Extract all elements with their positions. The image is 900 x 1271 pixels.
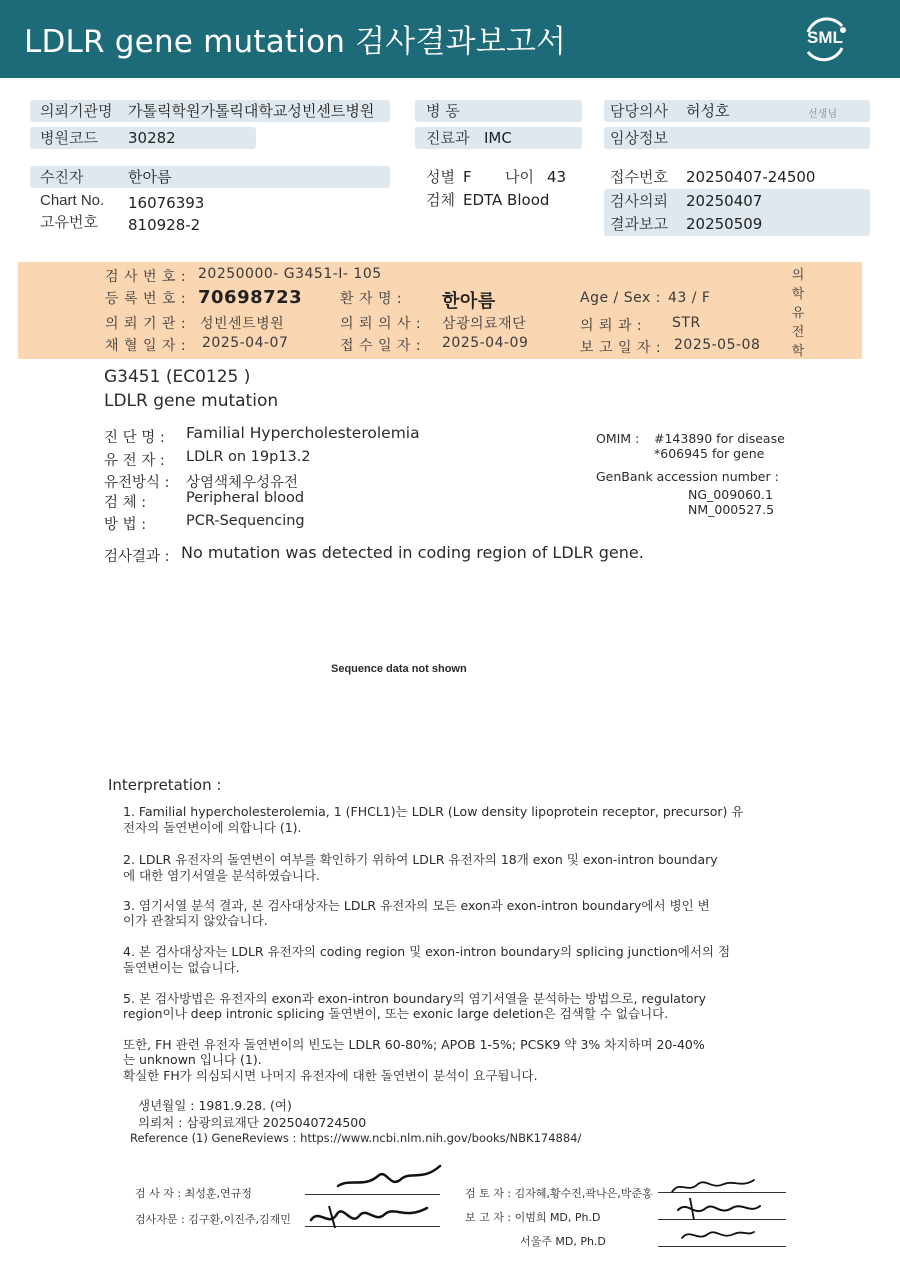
- scan-dept-label: 의 뢰 과 :: [580, 318, 643, 334]
- genbank-nm: NM_000527.5: [688, 502, 775, 517]
- specimen-value: EDTA Blood: [463, 191, 550, 209]
- genbank-label: GenBank accession number :: [596, 469, 779, 484]
- scan-dept-value: STR: [672, 315, 701, 331]
- interp-line-2: 전자의 돌연변이에 의합니다 (1).: [123, 820, 302, 835]
- department-value: IMC: [484, 129, 512, 147]
- chart-no-label: Chart No.: [40, 192, 105, 209]
- patient-label: 수진자: [40, 168, 84, 186]
- report-date-label: 결과보고: [610, 215, 668, 233]
- patient-band: [30, 166, 390, 188]
- gene-label: 유 전 자 :: [104, 453, 165, 469]
- physician-label: 담당의사: [610, 102, 668, 120]
- ward-label: 병 동: [426, 102, 460, 120]
- inheritance-label: 유전방식 :: [104, 475, 170, 491]
- scan-receive-value: 2025-04-09: [442, 335, 529, 351]
- patient-value: 한아름: [128, 168, 172, 186]
- scan-age-sex-value: 43 / F: [668, 290, 711, 306]
- specimen-label: 검체: [426, 191, 455, 209]
- reference-line: Reference (1) GeneReviews : https://www.ncbi.nlm.nih.gov/books/NBK174884/: [130, 1131, 582, 1145]
- scan-test-no-label: 검 사 번 호 :: [105, 269, 187, 285]
- receipt-no-label: 접수번호: [610, 168, 668, 186]
- hospital-code-value: 30282: [128, 129, 176, 147]
- omim-label: OMIM :: [596, 431, 640, 446]
- report-date-value: 20250509: [686, 215, 763, 233]
- unique-id-label: 고유번호: [40, 213, 98, 231]
- report-title: LDLR gene mutation 검사결과보고서: [24, 24, 567, 60]
- inheritance-value: 상염색체우성유전: [186, 475, 299, 491]
- result-value: No mutation was detected in coding region of LDLR gene.: [181, 543, 644, 562]
- tester-signature-icon: [330, 1158, 450, 1198]
- advisor-signature-icon: [305, 1198, 435, 1234]
- test-name: LDLR gene mutation: [104, 391, 279, 411]
- institution-value: 가톨릭학원가톨릭대학교성빈센트병원: [128, 102, 375, 120]
- interp-line-10: region이나 deep intronic splicing 돌연변이, 또는 exonic large deletion은 검색할 수 없습니다.: [123, 1006, 669, 1021]
- sml-logo-text: SML: [807, 28, 843, 47]
- advisor-line: 검사자문 : 김구환,이진주,김재민: [135, 1213, 291, 1226]
- tester-line: 검 사 자 : 최성훈,연규정: [135, 1187, 252, 1200]
- interp-line-6: 이가 관찰되지 않았습니다.: [123, 913, 268, 928]
- scan-patient-label: 환 자 명 :: [340, 291, 403, 307]
- scan-report-value: 2025-05-08: [674, 337, 761, 353]
- interp-line-13: 확실한 FH가 의심되시면 나머지 유전자에 대한 돌연변이 분석이 요구됩니다.: [123, 1068, 538, 1083]
- sex-label: 성별: [426, 168, 455, 186]
- physician-title: 선생님: [808, 109, 837, 120]
- reviewer-line: 검 토 자 : 김자혜,황수진,곽나은,박준홍: [465, 1187, 653, 1200]
- test-code: G3451 (EC0125 ): [104, 367, 251, 387]
- reporter-signature-icon: [672, 1196, 762, 1222]
- interpretation-heading: Interpretation :: [108, 776, 222, 794]
- scan-patient-value: 한아름: [442, 291, 496, 312]
- report-header-bar: [0, 0, 900, 78]
- scan-draw-value: 2025-04-07: [202, 335, 289, 351]
- dob-line: 생년월일 : 1981.9.28. (여): [138, 1098, 292, 1113]
- department-label: 진료과: [426, 129, 470, 147]
- hospital-code-label: 병원코드: [40, 129, 98, 147]
- scan-doctor-label: 의 뢰 의 사 :: [340, 316, 422, 332]
- unique-id-value: 810928-2: [128, 216, 201, 234]
- omim-gene: *606945 for gene: [654, 446, 765, 461]
- scan-vertical-dept: 의 학 유 전 학: [791, 268, 805, 359]
- scan-reg-no-value: 70698723: [198, 287, 303, 308]
- reporter-second-line: 서울주 MD, Ph.D: [520, 1235, 606, 1248]
- request-date-value: 20250407: [686, 192, 763, 210]
- result-label: 검사결과 :: [104, 549, 170, 565]
- method-label: 방 법 :: [104, 517, 147, 533]
- interp-line-8: 돌연변이는 없습니다.: [123, 960, 240, 975]
- age-label: 나이: [505, 168, 534, 186]
- scan-institution-value: 성빈센트병원: [200, 316, 285, 332]
- diagnosis-label: 진 단 명 :: [104, 430, 165, 446]
- sex-value: F: [463, 168, 472, 186]
- gene-value: LDLR on 19p13.2: [186, 449, 311, 465]
- sml-logo: [798, 12, 852, 66]
- diagnosis-value: Familial Hypercholesterolemia: [186, 424, 420, 442]
- interp-line-7: 4. 본 검사대상자는 LDLR 유전자의 coding region 및 exon-intron boundary의 splicing junction에서의 점: [123, 944, 731, 959]
- sequence-note: Sequence data not shown: [331, 663, 467, 675]
- requester-line: 의뢰처 : 삼광의료재단 2025040724500: [138, 1115, 367, 1130]
- method-value: PCR-Sequencing: [186, 513, 305, 529]
- reporter2-signature-icon: [676, 1222, 756, 1246]
- scan-receive-label: 접 수 일 자 :: [340, 338, 422, 354]
- scan-doctor-value: 삼광의료재단: [442, 316, 527, 332]
- reporter2-sign-line: [658, 1246, 786, 1247]
- request-date-label: 검사의뢰: [610, 192, 668, 210]
- scan-age-sex-label: Age / Sex :: [580, 290, 661, 306]
- clinical-info-label: 임상정보: [610, 129, 668, 147]
- interp-line-4: 에 대한 염기서열을 분석하였습니다.: [123, 868, 321, 883]
- interp-line-9: 5. 본 검사방법은 유전자의 exon과 exon-intron boundary의 염기서열을 분석하는 방법으로, regulatory: [123, 991, 707, 1006]
- specimen-label: 검 체 :: [104, 495, 147, 511]
- genbank-ng: NG_009060.1: [688, 487, 773, 502]
- interp-line-3: 2. LDLR 유전자의 돌연변이 여부를 확인하기 위하여 LDLR 유전자의 18개 exon 및 exon-intron boundary: [123, 852, 718, 867]
- omim-disease: #143890 for disease: [654, 431, 785, 446]
- physician-value: 허성호: [686, 102, 730, 120]
- interp-line-11: 또한, FH 관련 유전자 돌연변이의 빈도는 LDLR 60-80%; APOB 1-5%; PCSK9 약 3% 차지하며 20-40%: [123, 1037, 705, 1052]
- institution-label: 의뢰기관명: [40, 102, 113, 120]
- reporter-line: 보 고 자 : 이범희 MD, Ph.D: [465, 1211, 601, 1224]
- interp-line-12: 는 unknown 입니다 (1).: [123, 1052, 262, 1067]
- scan-test-no-value: 20250000- G3451-I- 105: [198, 266, 382, 282]
- interp-line-5: 3. 염기서열 분석 결과, 본 검사대상자는 LDLR 유전자의 모든 exon과 exon-intron boundary에서 병인 변: [123, 898, 710, 913]
- scan-draw-label: 채 혈 일 자 :: [105, 338, 187, 354]
- scan-institution-label: 의 뢰 기 관 :: [105, 316, 187, 332]
- chart-no-value: 16076393: [128, 194, 205, 212]
- receipt-no-value: 20250407-24500: [686, 168, 816, 186]
- scan-reg-no-label: 등 록 번 호 :: [105, 291, 187, 307]
- scan-report-label: 보 고 일 자 :: [580, 340, 662, 356]
- age-value: 43: [547, 168, 567, 186]
- specimen-value: Peripheral blood: [186, 490, 305, 506]
- interp-line-1: 1. Familial hypercholesterolemia, 1 (FHCL1)는 LDLR (Low density lipoprotein receptor, precursor) 유: [123, 804, 744, 819]
